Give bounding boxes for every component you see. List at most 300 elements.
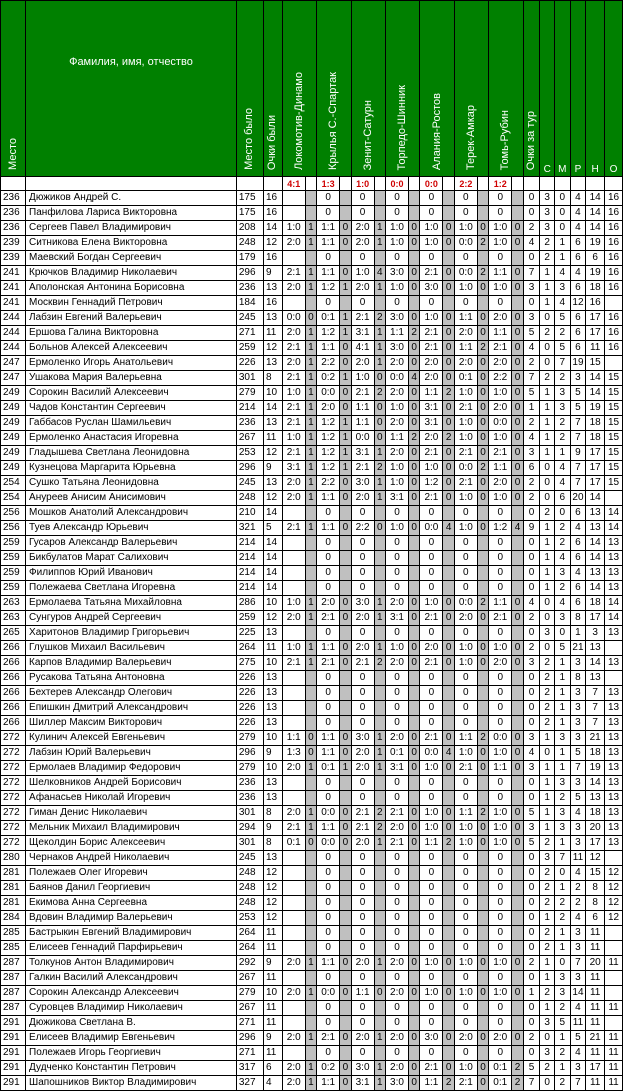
prediction-cell: 0 <box>454 716 477 731</box>
match-points-cell <box>408 191 419 206</box>
prediction-cell: 0 <box>386 191 409 206</box>
stat-cell: 4 <box>570 866 586 881</box>
name-cell: Ершова Галина Викторовна <box>26 326 237 341</box>
place-cell: 266 <box>1 656 26 671</box>
tour-points-cell: 0 <box>523 701 540 716</box>
prediction-cell: 0:1 <box>489 1076 512 1091</box>
match-points-cell: 0 <box>340 401 351 416</box>
table-row <box>1 236 623 251</box>
prediction-cell: 1:1 <box>420 836 443 851</box>
points-were-cell: 13 <box>263 701 282 716</box>
place-cell: 259 <box>1 566 26 581</box>
prediction-cell: 2:1 <box>317 1031 340 1046</box>
table-row <box>1 671 623 686</box>
prediction-cell: 0 <box>386 941 409 956</box>
place-cell: 265 <box>1 626 26 641</box>
match-points-cell <box>443 851 454 866</box>
prediction-cell: 0 <box>351 851 374 866</box>
stat-cell: 11 <box>570 851 586 866</box>
match-points-cell <box>512 296 523 311</box>
match-points-cell: 0 <box>512 356 523 371</box>
stat-cell: 2 <box>540 686 555 701</box>
prediction-cell: 3:1 <box>351 446 374 461</box>
place-cell: 272 <box>1 836 26 851</box>
place-cell: 236 <box>1 191 26 206</box>
match-points-cell <box>305 506 316 521</box>
match-points-cell: 1 <box>305 386 316 401</box>
match-points-cell: 0 <box>477 746 488 761</box>
prediction-cell: 1:0 <box>454 656 477 671</box>
table-row <box>1 416 623 431</box>
stat-cell: 5 <box>570 386 586 401</box>
stat-cell: 3 <box>570 836 586 851</box>
stat-cell: 1 <box>555 446 571 461</box>
points-were-cell: 13 <box>263 281 282 296</box>
table-row <box>1 371 623 386</box>
tour-points-cell: 2 <box>523 611 540 626</box>
match-points-cell: 0 <box>408 956 419 971</box>
tour-points-cell: 2 <box>523 416 540 431</box>
stat-cell: 11 <box>605 956 623 971</box>
stat-cell: 2 <box>555 581 571 596</box>
match-points-cell <box>374 776 385 791</box>
prediction-cell: 2:1 <box>454 761 477 776</box>
prediction-cell: 0 <box>420 251 443 266</box>
prediction-cell: 2:1 <box>454 401 477 416</box>
stat-cell: 14 <box>586 776 605 791</box>
stat-cell: 18 <box>586 596 605 611</box>
table-row <box>1 1016 623 1031</box>
place-was-cell: 301 <box>236 836 263 851</box>
match-points-cell: 0 <box>512 476 523 491</box>
stat-cell: 4 <box>570 566 586 581</box>
place-was-cell: 226 <box>236 356 263 371</box>
prediction-cell: 2:1 <box>489 446 512 461</box>
stat-cell: 13 <box>605 746 623 761</box>
stat-cell: 14 <box>570 986 586 1001</box>
prediction-cell: 0 <box>351 866 374 881</box>
prediction-cell: 0 <box>317 1016 340 1031</box>
match-points-cell: 0 <box>443 281 454 296</box>
prediction-cell: 0 <box>489 686 512 701</box>
stat-cell: 2 <box>555 416 571 431</box>
match-points-cell: 1 <box>374 1061 385 1076</box>
place-was-cell: 214 <box>236 566 263 581</box>
stat-cell: 3 <box>540 851 555 866</box>
prediction-cell: 0 <box>317 296 340 311</box>
match-points-cell <box>443 776 454 791</box>
prediction-cell: 0:0 <box>420 746 443 761</box>
stat-cell: 1 <box>540 281 555 296</box>
header-match-5: Алания-Ростов <box>420 1 454 177</box>
points-were-cell: 11 <box>263 941 282 956</box>
points-were-cell: 14 <box>263 581 282 596</box>
place-was-cell: 226 <box>236 716 263 731</box>
stat-cell: 16 <box>605 326 623 341</box>
prediction-cell: 2:0 <box>351 236 374 251</box>
match-points-cell: 0 <box>477 761 488 776</box>
match-points-cell <box>512 1046 523 1061</box>
points-were-cell: 8 <box>263 371 282 386</box>
match-points-cell <box>443 1016 454 1031</box>
stat-cell: 1 <box>540 536 555 551</box>
stat-cell: 2 <box>540 251 555 266</box>
prediction-cell: 0 <box>489 1046 512 1061</box>
place-cell: 263 <box>1 596 26 611</box>
match-points-cell <box>305 1016 316 1031</box>
prediction-cell: 1:1 <box>317 746 340 761</box>
prediction-cell: 1:0 <box>386 461 409 476</box>
prediction-cell: 2:0 <box>454 611 477 626</box>
stat-cell: 0 <box>540 596 555 611</box>
match-points-cell <box>374 626 385 641</box>
name-cell: Кулинич Алексей Евгеньевич <box>26 731 237 746</box>
match-points-cell: 2 <box>512 1076 523 1091</box>
prediction-cell: 0 <box>454 686 477 701</box>
match-points-cell <box>408 626 419 641</box>
match-points-cell <box>443 1046 454 1061</box>
prediction-cell: 0 <box>386 881 409 896</box>
prediction-cell: 0 <box>420 896 443 911</box>
stat-cell: 1 <box>540 581 555 596</box>
match-points-cell: 0 <box>340 521 351 536</box>
match-points-cell <box>305 851 316 866</box>
stat-cell <box>605 641 623 656</box>
match-points-cell <box>305 866 316 881</box>
stat-cell: 4 <box>555 461 571 476</box>
prediction-cell: 0 <box>351 941 374 956</box>
stat-cell: 2 <box>540 896 555 911</box>
name-cell: Сушко Татьяна Леонидовна <box>26 476 237 491</box>
match-points-cell: 2 <box>443 836 454 851</box>
stat-cell: 13 <box>586 641 605 656</box>
points-were-cell: 12 <box>263 911 282 926</box>
prediction-cell: 2:0 <box>489 1031 512 1046</box>
prediction-cell: 0 <box>420 1016 443 1031</box>
prediction-cell: 1:1 <box>317 521 340 536</box>
prediction-cell: 2:0 <box>386 596 409 611</box>
stat-cell: 7 <box>570 461 586 476</box>
stat-cell: 11 <box>586 341 605 356</box>
stat-cell: 13 <box>605 716 623 731</box>
match-points-cell <box>305 296 316 311</box>
stat-cell: 3 <box>555 401 571 416</box>
stat-cell: 0 <box>555 206 571 221</box>
stat-cell: 8 <box>586 881 605 896</box>
match-points-cell <box>443 791 454 806</box>
prediction-cell: 3:0 <box>386 1076 409 1091</box>
prediction-cell: 0:0 <box>282 311 305 326</box>
match-points-cell <box>374 296 385 311</box>
match-points-cell: 0 <box>512 596 523 611</box>
prediction-cell: 2:1 <box>282 341 305 356</box>
points-were-cell: 11 <box>263 1046 282 1061</box>
match-points-cell <box>512 971 523 986</box>
match-points-cell: 4 <box>443 521 454 536</box>
prediction-cell: 1:0 <box>454 431 477 446</box>
match-points-cell: 1 <box>374 956 385 971</box>
points-were-cell: 12 <box>263 236 282 251</box>
prediction-cell: 0 <box>317 896 340 911</box>
match-points-cell <box>374 506 385 521</box>
match-points-cell: 0 <box>443 611 454 626</box>
match-points-cell <box>477 776 488 791</box>
match-points-cell: 0 <box>443 446 454 461</box>
place-was-cell: 259 <box>236 611 263 626</box>
stat-cell: 0 <box>540 461 555 476</box>
match-points-cell: 1 <box>305 1076 316 1091</box>
stat-cell: 2 <box>555 911 571 926</box>
points-were-cell: 14 <box>263 551 282 566</box>
match-points-cell: 0 <box>340 641 351 656</box>
match-points-cell <box>374 671 385 686</box>
match-points-cell <box>340 791 351 806</box>
match-points-cell: 1 <box>305 521 316 536</box>
prediction-cell: 0 <box>351 566 374 581</box>
match-points-cell: 1 <box>340 311 351 326</box>
match-points-cell: 0 <box>340 1031 351 1046</box>
stat-cell: 13 <box>605 536 623 551</box>
prediction-cell: 1:1 <box>317 821 340 836</box>
stat-cell: 19 <box>586 401 605 416</box>
prediction-cell <box>282 716 305 731</box>
place-was-cell: 264 <box>236 941 263 956</box>
match-points-cell: 0 <box>408 761 419 776</box>
stat-cell: 3 <box>570 701 586 716</box>
prediction-cell: 0 <box>317 536 340 551</box>
match-points-cell: 1 <box>340 371 351 386</box>
match-points-cell <box>408 926 419 941</box>
stat-cell: 11 <box>586 926 605 941</box>
prediction-cell: 0 <box>454 296 477 311</box>
real-score-1: 4:1 <box>282 177 305 191</box>
prediction-cell: 1:1 <box>317 956 340 971</box>
match-points-cell: 0 <box>512 806 523 821</box>
name-cell: Чадов Константин Сергеевич <box>26 401 237 416</box>
stat-cell: 11 <box>586 1046 605 1061</box>
match-points-cell: 1 <box>305 656 316 671</box>
stat-cell: 1 <box>555 881 571 896</box>
match-points-cell <box>305 716 316 731</box>
match-points-cell: 1 <box>305 431 316 446</box>
prediction-cell: 1:0 <box>454 386 477 401</box>
prediction-cell: 0 <box>317 851 340 866</box>
prediction-cell: 0 <box>317 881 340 896</box>
table-row <box>1 491 623 506</box>
place-was-cell: 296 <box>236 266 263 281</box>
prediction-cell: 2:1 <box>420 731 443 746</box>
table-row <box>1 251 623 266</box>
stat-cell: 11 <box>605 1061 623 1076</box>
prediction-cell: 2:1 <box>489 611 512 626</box>
prediction-cell: 0 <box>489 941 512 956</box>
prediction-cell: 0 <box>317 971 340 986</box>
prediction-cell: 1:0 <box>420 761 443 776</box>
prediction-cell <box>282 896 305 911</box>
place-was-cell: 226 <box>236 701 263 716</box>
match-points-cell <box>408 551 419 566</box>
prediction-cell: 0:0 <box>317 386 340 401</box>
name-cell: Больнов Алексей Алексеевич <box>26 341 237 356</box>
name-cell: Лабзин Юрий Валерьевич <box>26 746 237 761</box>
prediction-cell: 0 <box>489 881 512 896</box>
prediction-cell: 1:2 <box>317 326 340 341</box>
prediction-cell: 0 <box>317 566 340 581</box>
stat-cell: 17 <box>586 311 605 326</box>
prediction-cell: 2:1 <box>282 401 305 416</box>
prediction-cell: 0 <box>489 866 512 881</box>
prediction-cell: 1:1 <box>489 326 512 341</box>
prediction-cell: 1:0 <box>489 281 512 296</box>
match-points-cell <box>477 926 488 941</box>
match-points-cell: 0 <box>512 956 523 971</box>
table-row <box>1 506 623 521</box>
stat-cell: 8 <box>586 896 605 911</box>
match-points-cell <box>408 566 419 581</box>
table-row <box>1 686 623 701</box>
match-points-cell: 1 <box>305 956 316 971</box>
prediction-cell: 0:2 <box>317 371 340 386</box>
place-cell: 266 <box>1 641 26 656</box>
points-were-cell: 16 <box>263 191 282 206</box>
points-were-cell: 13 <box>263 776 282 791</box>
place-cell: 256 <box>1 506 26 521</box>
stat-cell: 14 <box>605 506 623 521</box>
stat-cell: 16 <box>605 281 623 296</box>
stat-cell: 12 <box>586 851 605 866</box>
match-points-cell: 2 <box>477 596 488 611</box>
prediction-cell <box>282 296 305 311</box>
match-points-cell: 0 <box>374 371 385 386</box>
tour-points-cell: 9 <box>523 521 540 536</box>
prediction-cell: 0 <box>351 296 374 311</box>
match-points-cell <box>477 506 488 521</box>
tour-points-cell: 7 <box>523 266 540 281</box>
prediction-cell: 1:0 <box>282 641 305 656</box>
stat-cell: 6 <box>570 251 586 266</box>
points-were-cell: 13 <box>263 356 282 371</box>
match-points-cell: 0 <box>340 1061 351 1076</box>
stat-cell <box>605 851 623 866</box>
match-points-cell <box>340 881 351 896</box>
name-cell: Мельник Михаил Владимирович <box>26 821 237 836</box>
prediction-cell: 2:0 <box>351 956 374 971</box>
match-points-cell: 0 <box>443 806 454 821</box>
stat-cell: 11 <box>605 1031 623 1046</box>
prediction-cell <box>282 926 305 941</box>
real-score-7: 1:2 <box>489 177 512 191</box>
tour-points-cell: 0 <box>523 536 540 551</box>
table-row <box>1 221 623 236</box>
stat-cell: 14 <box>586 221 605 236</box>
stat-cell: 1 <box>570 626 586 641</box>
prediction-cell: 0 <box>454 671 477 686</box>
header-name: Фамилия, имя, отчество <box>26 1 237 177</box>
stat-cell: 13 <box>605 731 623 746</box>
stat-cell: 3 <box>570 971 586 986</box>
match-points-cell <box>408 971 419 986</box>
match-points-cell: 0 <box>512 236 523 251</box>
tour-points-cell: 3 <box>523 821 540 836</box>
prediction-cell: 2:1 <box>282 821 305 836</box>
prediction-cell: 0 <box>489 926 512 941</box>
match-points-cell: 1 <box>374 746 385 761</box>
match-points-cell: 0 <box>408 311 419 326</box>
match-points-cell <box>374 551 385 566</box>
header-col-n: Н <box>586 1 605 177</box>
match-points-cell: 0 <box>477 371 488 386</box>
stat-cell: 6 <box>570 326 586 341</box>
prediction-cell: 1:0 <box>454 221 477 236</box>
prediction-cell <box>282 251 305 266</box>
match-points-cell: 0 <box>443 1031 454 1046</box>
prediction-cell: 0:0 <box>454 266 477 281</box>
prediction-cell: 1:0 <box>420 311 443 326</box>
prediction-cell: 1:0 <box>489 836 512 851</box>
place-was-cell: 301 <box>236 806 263 821</box>
match-points-cell <box>408 536 419 551</box>
name-cell: Сорокин Александр Алексеевич <box>26 986 237 1001</box>
match-points-cell <box>477 881 488 896</box>
stat-cell: 17 <box>586 461 605 476</box>
stat-cell: 13 <box>605 776 623 791</box>
stat-cell: 11 <box>586 971 605 986</box>
match-points-cell: 0 <box>512 611 523 626</box>
prediction-cell: 2:2 <box>351 521 374 536</box>
prediction-cell: 2:0 <box>489 401 512 416</box>
match-points-cell <box>443 671 454 686</box>
stat-cell: 20 <box>586 956 605 971</box>
table-row <box>1 926 623 941</box>
stat-cell: 3 <box>570 371 586 386</box>
tour-points-cell: 2 <box>523 221 540 236</box>
prediction-cell: 0:1 <box>282 836 305 851</box>
name-cell: Суровцев Владимир Николаевич <box>26 1001 237 1016</box>
prediction-cell: 2:0 <box>282 761 305 776</box>
prediction-cell: 0 <box>351 551 374 566</box>
match-points-cell: 1 <box>340 446 351 461</box>
stat-cell: 2 <box>540 506 555 521</box>
stat-cell <box>605 941 623 956</box>
name-cell: Крючков Владимир Николаевич <box>26 266 237 281</box>
prediction-cell: 2:1 <box>351 656 374 671</box>
stat-cell: 2 <box>555 371 571 386</box>
match-points-cell: 0 <box>512 281 523 296</box>
place-was-cell: 253 <box>236 446 263 461</box>
name-cell: Бехтерев Александр Олегович <box>26 686 237 701</box>
prediction-cell: 0 <box>386 776 409 791</box>
match-points-cell: 0 <box>340 806 351 821</box>
place-was-cell: 248 <box>236 866 263 881</box>
real-score-4: 0:0 <box>386 177 409 191</box>
prediction-cell: 1:0 <box>489 431 512 446</box>
prediction-cell: 2:0 <box>386 1061 409 1076</box>
match-points-cell <box>408 866 419 881</box>
tour-points-cell: 2 <box>523 956 540 971</box>
prediction-cell: 1:0 <box>386 221 409 236</box>
match-points-cell: 0 <box>443 266 454 281</box>
prediction-cell: 2:1 <box>386 836 409 851</box>
stat-cell: 13 <box>605 686 623 701</box>
match-points-cell: 0 <box>443 221 454 236</box>
match-points-cell <box>477 626 488 641</box>
stat-cell: 3 <box>586 626 605 641</box>
stat-cell: 13 <box>586 566 605 581</box>
name-cell: Епишкин Дмитрий Александрович <box>26 701 237 716</box>
match-points-cell: 0 <box>512 371 523 386</box>
prediction-cell: 1:0 <box>386 401 409 416</box>
stat-cell: 12 <box>570 296 586 311</box>
